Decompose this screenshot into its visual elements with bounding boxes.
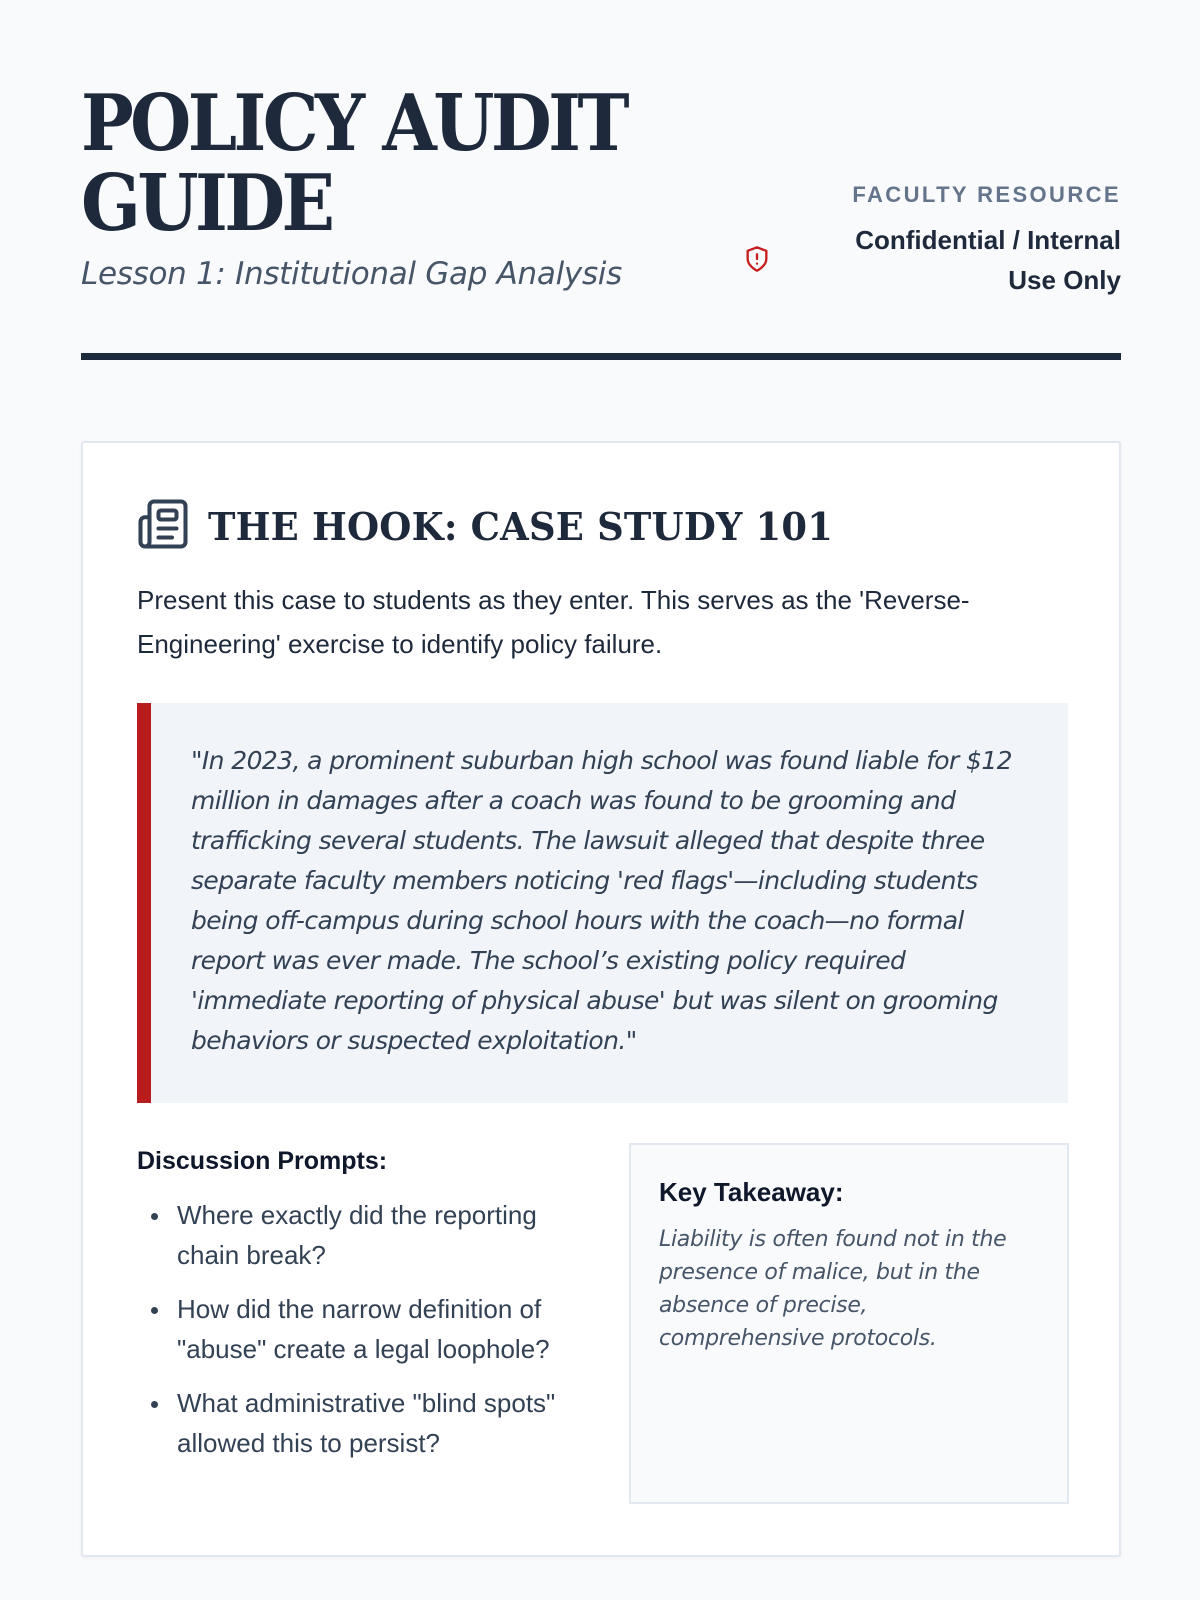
title-line-2: GUIDE — [81, 158, 332, 249]
list-item: Where exactly did the reporting chain break? — [137, 1195, 587, 1275]
page — [81, 0, 1121, 1458]
page-title — [81, 78, 675, 249]
discussion-prompts — [137, 1143, 587, 1477]
key-takeaway-text: Liability is often found not in the presence of malice, but in the absence of precise, comprehensive protocols. — [659, 1227, 1007, 1351]
header-divider — [81, 353, 1121, 360]
key-takeaway-box — [629, 1143, 1069, 1504]
case-study-card — [81, 441, 1121, 1557]
section-heading — [136, 497, 852, 556]
list-item: What administrative "blind spots" allowed this to persist? — [137, 1383, 587, 1463]
case-quote — [137, 703, 1068, 1103]
lesson-subtitle: Lesson 1: Institutional Gap Analysis — [81, 256, 622, 292]
confidentiality-notice: Confidential / Internal Use Only — [855, 225, 1121, 295]
section-title: THE HOOK: CASE STUDY 101 — [208, 504, 834, 549]
key-takeaway-title: Key Takeaway: — [659, 1177, 844, 1207]
newspaper-icon — [136, 497, 190, 556]
document-classification — [821, 180, 1121, 300]
list-item: How did the narrow definition of "abuse" create a legal loophole? — [137, 1289, 587, 1369]
case-quote-text: "In 2023, a prominent suburban high school was found liable for $12 million in damages after a coach was found to be grooming and trafficking several students. The lawsuit alleged that despite three separate faculty members noticing 'red flags'—including students being off-campus during school hours with the coach—no formal report was ever made. The school’s existing policy required 'immediate reporting of physical abuse' but was silent on grooming behaviors or suspected exploitation." — [191, 746, 1012, 1055]
title-line-1: POLICY AUDIT — [81, 78, 627, 169]
section-intro: Present this case to students as they enter. This serves as the 'Reverse-Engineering' exercise to identify policy failure. — [137, 585, 970, 659]
prompt-list — [137, 1195, 587, 1463]
discussion-prompts-title: Discussion Prompts: — [137, 1147, 388, 1175]
faculty-resource-label: FACULTY RESOURCE — [852, 182, 1121, 207]
shield-alert-icon — [743, 244, 771, 274]
page-header — [81, 0, 1121, 362]
